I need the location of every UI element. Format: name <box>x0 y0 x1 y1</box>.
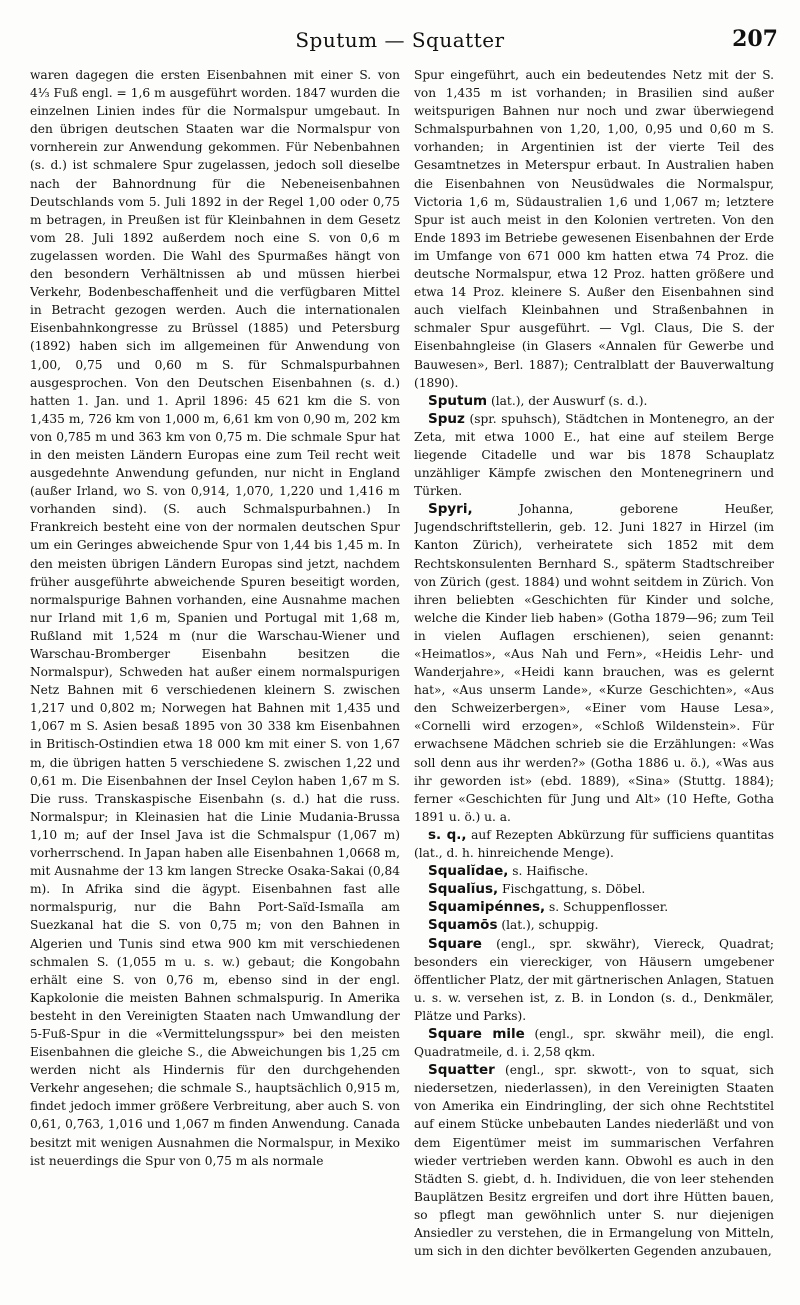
headword: Squatter <box>428 1062 495 1079</box>
entry-definition: Johanna, geborene Heußer, Jugendschriftstellerin, geb. 12. Juni 1827 in Hirzel (im Kanton Zürich), verheiratete sich 1852 mit dem Rechtskonsulenten Bernhard S., späterm Stadtschreiber von Zürich (gest. 1884) und wohnt seitdem in Zürich. Von ihren beliebten «Geschichten für Kinder und solche, welche die Kinder lieb haben» (Gotha 1879—96; zum Teil in vielen Auflagen erschienen), seien genannt: «Heimatlos», «Aus Nah und Fern», «Heidis Lehr- und Wanderjahre», «Heidi kann brauchen, was es gelernt hat», «Aus unserm Lande», «Kurze Geschichten», «Aus den Schweizerbergen», «Einer vom Hause Lesa», «Cornelli wird erzogen», «Schloß Wildenstein». Für erwachsene Mädchen schrieb sie die Erzählungen: «Was soll denn aus ihr werden?» (Gotha 1886 u. ö.), «Was aus ihr geworden ist» (ebd. 1889), «Sina» (Stuttg. 1884); ferner «Geschichten für Jung und Alt» (10 Hefte, Gotha 1891 u. ö.) u. a. <box>414 502 774 824</box>
entry-definition: (engl., spr. skwähr meil), die engl. Quadratmeile, d. i. 2,58 qkm. <box>414 1026 774 1060</box>
entry-definition: (engl., spr. skwott-, von to squat, sich niedersetzen, niederlassen), in den Vereinigten Staaten von Amerika ein Eindringling, der sich ohne Rechtstitel auf einem Stücke unbebauten Landes niederläßt und von dem Eigentümer meist im summarischen Verfahren wieder vertrieben werden kann. Obwohl es auch in den Städten S. giebt, d. h. Individuen, die von leer stehenden Bauplätzen Besitz ergreifen und dort ihre Hütten bauen, so pflegt man gewöhnlich unter S. nur diejenigen Ansiedler zu verstehen, die in Ermangelung von Mitteln, um sich in den dichter bevölkerten Gegenden anzubauen, <box>414 1063 774 1259</box>
headword: Sputum <box>428 392 488 409</box>
entry-sputum <box>414 392 774 410</box>
headword: s. q., <box>428 826 467 843</box>
entry-definition: (spr. spuhsch), Städtchen in Montenegro, an der Zeta, mit etwa 1000 E., hat eine auf steilem Berge liegende Citadelle und war bis 1878 Schauplatz unzähliger Kämpfe zwischen den Montenegrinern und Türken. <box>414 411 774 499</box>
running-head: Sputum — Squatter <box>295 28 505 52</box>
entry-spuz <box>414 410 774 500</box>
headword: Spuz <box>428 410 465 427</box>
entry-definition: s. Haifische. <box>508 864 589 879</box>
entry-square <box>414 935 774 1025</box>
entry-sq <box>414 826 774 862</box>
entry-definition: Fischgattung, s. Döbel. <box>498 882 646 897</box>
headword: Squamipénnes, <box>428 899 546 916</box>
headword: Square <box>428 935 482 952</box>
entry-definition: auf Rezepten Abkürzung für sufficiens quantitas (lat., d. h. hinreichende Menge). <box>414 827 774 861</box>
entry-text: waren dagegen die ersten Eisenbahnen mit einer S. von 4⅓ Fuß engl. = 1,6 m ausgeführt worden. 1847 wurden die einzelnen Linien indes für die Normalspur umgebaut. In den übrigen deutschen Staaten war die Normalspur von vornherein zur Anwendung gekommen. Für Nebenbahnen (s. d.) ist schmalere Spur zugelassen, jedoch soll dieselbe nach der Bahnordnung für die Nebeneisenbahnen Deutschlands vom 5. Juli 1892 in der Regel 1,00 oder 0,75 m betragen, in Preußen ist für Kleinbahnen in dem Gesetz vom 28. Juli 1892 außerdem noch eine S. von 0,6 m zugelassen worden. Die Wahl des Spurmaßes hängt von den besondern Verhältnissen ab und müssen hierbei Verkehr, Bodenbeschaffenheit und die verfügbaren Mittel in Betracht gezogen werden. Auch die internationalen Eisenbahnkongresse zu Brüssel (1885) und Petersburg (1892) haben sich im allgemeinen für Anwendung von 1,00, 0,75 und 0,60 m S. für Schmalspurbahnen ausgesprochen. Von den Deutschen Eisenbahnen (s. d.) hatten 1. Jan. und 1. April 1896: 45 621 km die S. von 1,435 m, 726 km von 1,000 m, 6,61 km von 0,90 m, 202 km von 0,785 m und 363 km von 0,75 m. Die schmale Spur hat in den meisten Ländern Europas eine zum Teil recht weit ausgedehnte Anwendung gefunden, nur nicht in England (außer Irland, wo S. von 0,914, 1,070, 1,220 und 1,416 m vorhanden sind). (S. auch Schmalspurbahnen.) In Frankreich besteht eine von der normalen deutschen Spur um ein Geringes abweichende Spur von 1,44 bis 1,45 m. In den meisten übrigen Ländern Europas sind jetzt, nachdem früher ausgeführte abweichende Spuren beseitigt worden, normalspurige Bahnen vorhanden, eine Ausnahme machen nur Irland mit 1,6 m, Spanien und Portugal mit 1,68 m, Rußland mit 1,524 m (nur die Warschau-Wiener und Warschau-Bromberger Eisenbahn besitzen die Normalspur), Schweden hat außer einem normalspurigen Netz Bahnen mit 6 verschiedenen kleinern S. zwischen 1,217 und 0,802 m; Norwegen hat Bahnen mit 1,435 und 1,067 m S. Asien besaß 1895 von 30 338 km Eisenbahnen in Britisch-Ostindien etwa 18 000 km mit einer S. von 1,67 m, die übrigen hatten 5 verschiedene S. zwischen 1,22 und 0,61 m. Die Eisenbahnen der Insel Ceylon haben 1,67 m S. Die russ. Transkaspische Eisenbahn (s. d.) hat die russ. Normalspur; in Kleinasien hat die Linie Mudania-Brussa 1,10 m; auf der Insel Java ist die Schmalspur (1,067 m) vorherrschend. In Japan haben alle Eisenbahnen 1,0668 m, mit Ausnahme der 13 km langen Strecke Osaka-Sakai (0,84 m). In Afrika sind die ägypt. Eisenbahnen fast alle normalspurig, nur die Bahn Port-Saïd-Ismaïla am Suezkanal hat die S. von 0,75 m; von den Bahnen in Algerien und Tunis sind etwa 900 km mit verschiedenen schmalen S. (1,055 m u. s. w.) gebaut; die Kongobahn erhält eine S. von 0,76 m, ebenso sind in der engl. Kapkolonie die meisten Bahnen schmalspurig. In Amerika besteht in den Vereinigten Staaten nach Umwandlung der 5-Fuß-Spur in die «Vermittelungsspur» bei den meisten Eisenbahnen die gleiche S., die Abweichungen bis 1,25 cm werden nicht als Hindernis für den durchgehenden Verkehr angesehen; die schmale S., hauptsächlich 0,915 m, findet jedoch immer größere Verbreitung, aber auch S. von 0,61, 0,763, 1,016 und 1,067 m finden Anwendung. Canada besitzt mit wenigen Ausnahmen die Normalspur, in Mexiko ist neuerdings die Spur von 0,75 m als normale <box>30 68 400 1168</box>
entry-definition: (lat.), der Auswurf (s. d.). <box>487 393 648 408</box>
entry-squamipennes <box>414 898 774 916</box>
entry-square-mile <box>414 1025 774 1061</box>
page-header <box>0 28 800 58</box>
left-column <box>30 66 400 1296</box>
entry-spyri <box>414 500 774 826</box>
entry-squamos <box>414 916 774 934</box>
headword: Squalĭus, <box>428 881 499 898</box>
entry-definition: (lat.), schuppig. <box>497 918 599 933</box>
entry-definition: (engl., spr. skwähr), Viereck, Quadrat; besonders ein viereckiger, von Häusern umgebener öffentlicher Platz, der mit gärtnerischen Anlagen, Statuen u. s. w. versehen ist, z. B. in London (s. d., Denkmäler, Plätze und Parks). <box>414 936 774 1023</box>
entry-squalidae <box>414 862 774 880</box>
headword: Squalĭdae, <box>428 863 509 880</box>
page-number: 207 <box>732 26 778 52</box>
entry-squalius <box>414 880 774 898</box>
entry-definition: s. Schuppenflosser. <box>545 900 669 915</box>
entry-squatter <box>414 1061 774 1260</box>
headword: Spyri, <box>428 501 473 518</box>
right-column <box>414 66 774 1296</box>
entry-continuation: Spur eingeführt, auch ein bedeutendes Netz mit der S. von 1,435 m ist vorhanden; in Brasilien sind außer weitspurigen Bahnen nur noch und zwar überwiegend Schmalspurbahnen von 1,20, 1,00, 0,95 und 0,60 m S. vorhanden; in Argentinien ist der vierte Teil des Gesamtnetzes in Meterspur erbaut. In Australien haben die Eisenbahnen von Neusüdwales die Normalspur, Victoria 1,6 m, Südaustralien 1,6 und 1,067 m; letztere Spur ist auch meist in den Kolonien vertreten. Von den Ende 1893 im Betriebe gewesenen Eisenbahnen der Erde im Umfange von 671 000 km hatten etwa 74 Proz. die deutsche Normalspur, etwa 12 Proz. hatten größere und etwa 14 Proz. kleinere S. Außer den Eisenbahnen sind auch vielfach Kleinbahnen und Straßenbahnen in schmaler Spur ausgeführt. — Vgl. Claus, Die S. der Eisenbahngleise (in Glasers «Annalen für Gewerbe und Bauwesen», Berl. 1887); Centralblatt der Bauverwaltung (1890). <box>414 68 774 390</box>
headword: Squamōs <box>428 917 498 934</box>
headword: Square mile <box>428 1025 525 1042</box>
